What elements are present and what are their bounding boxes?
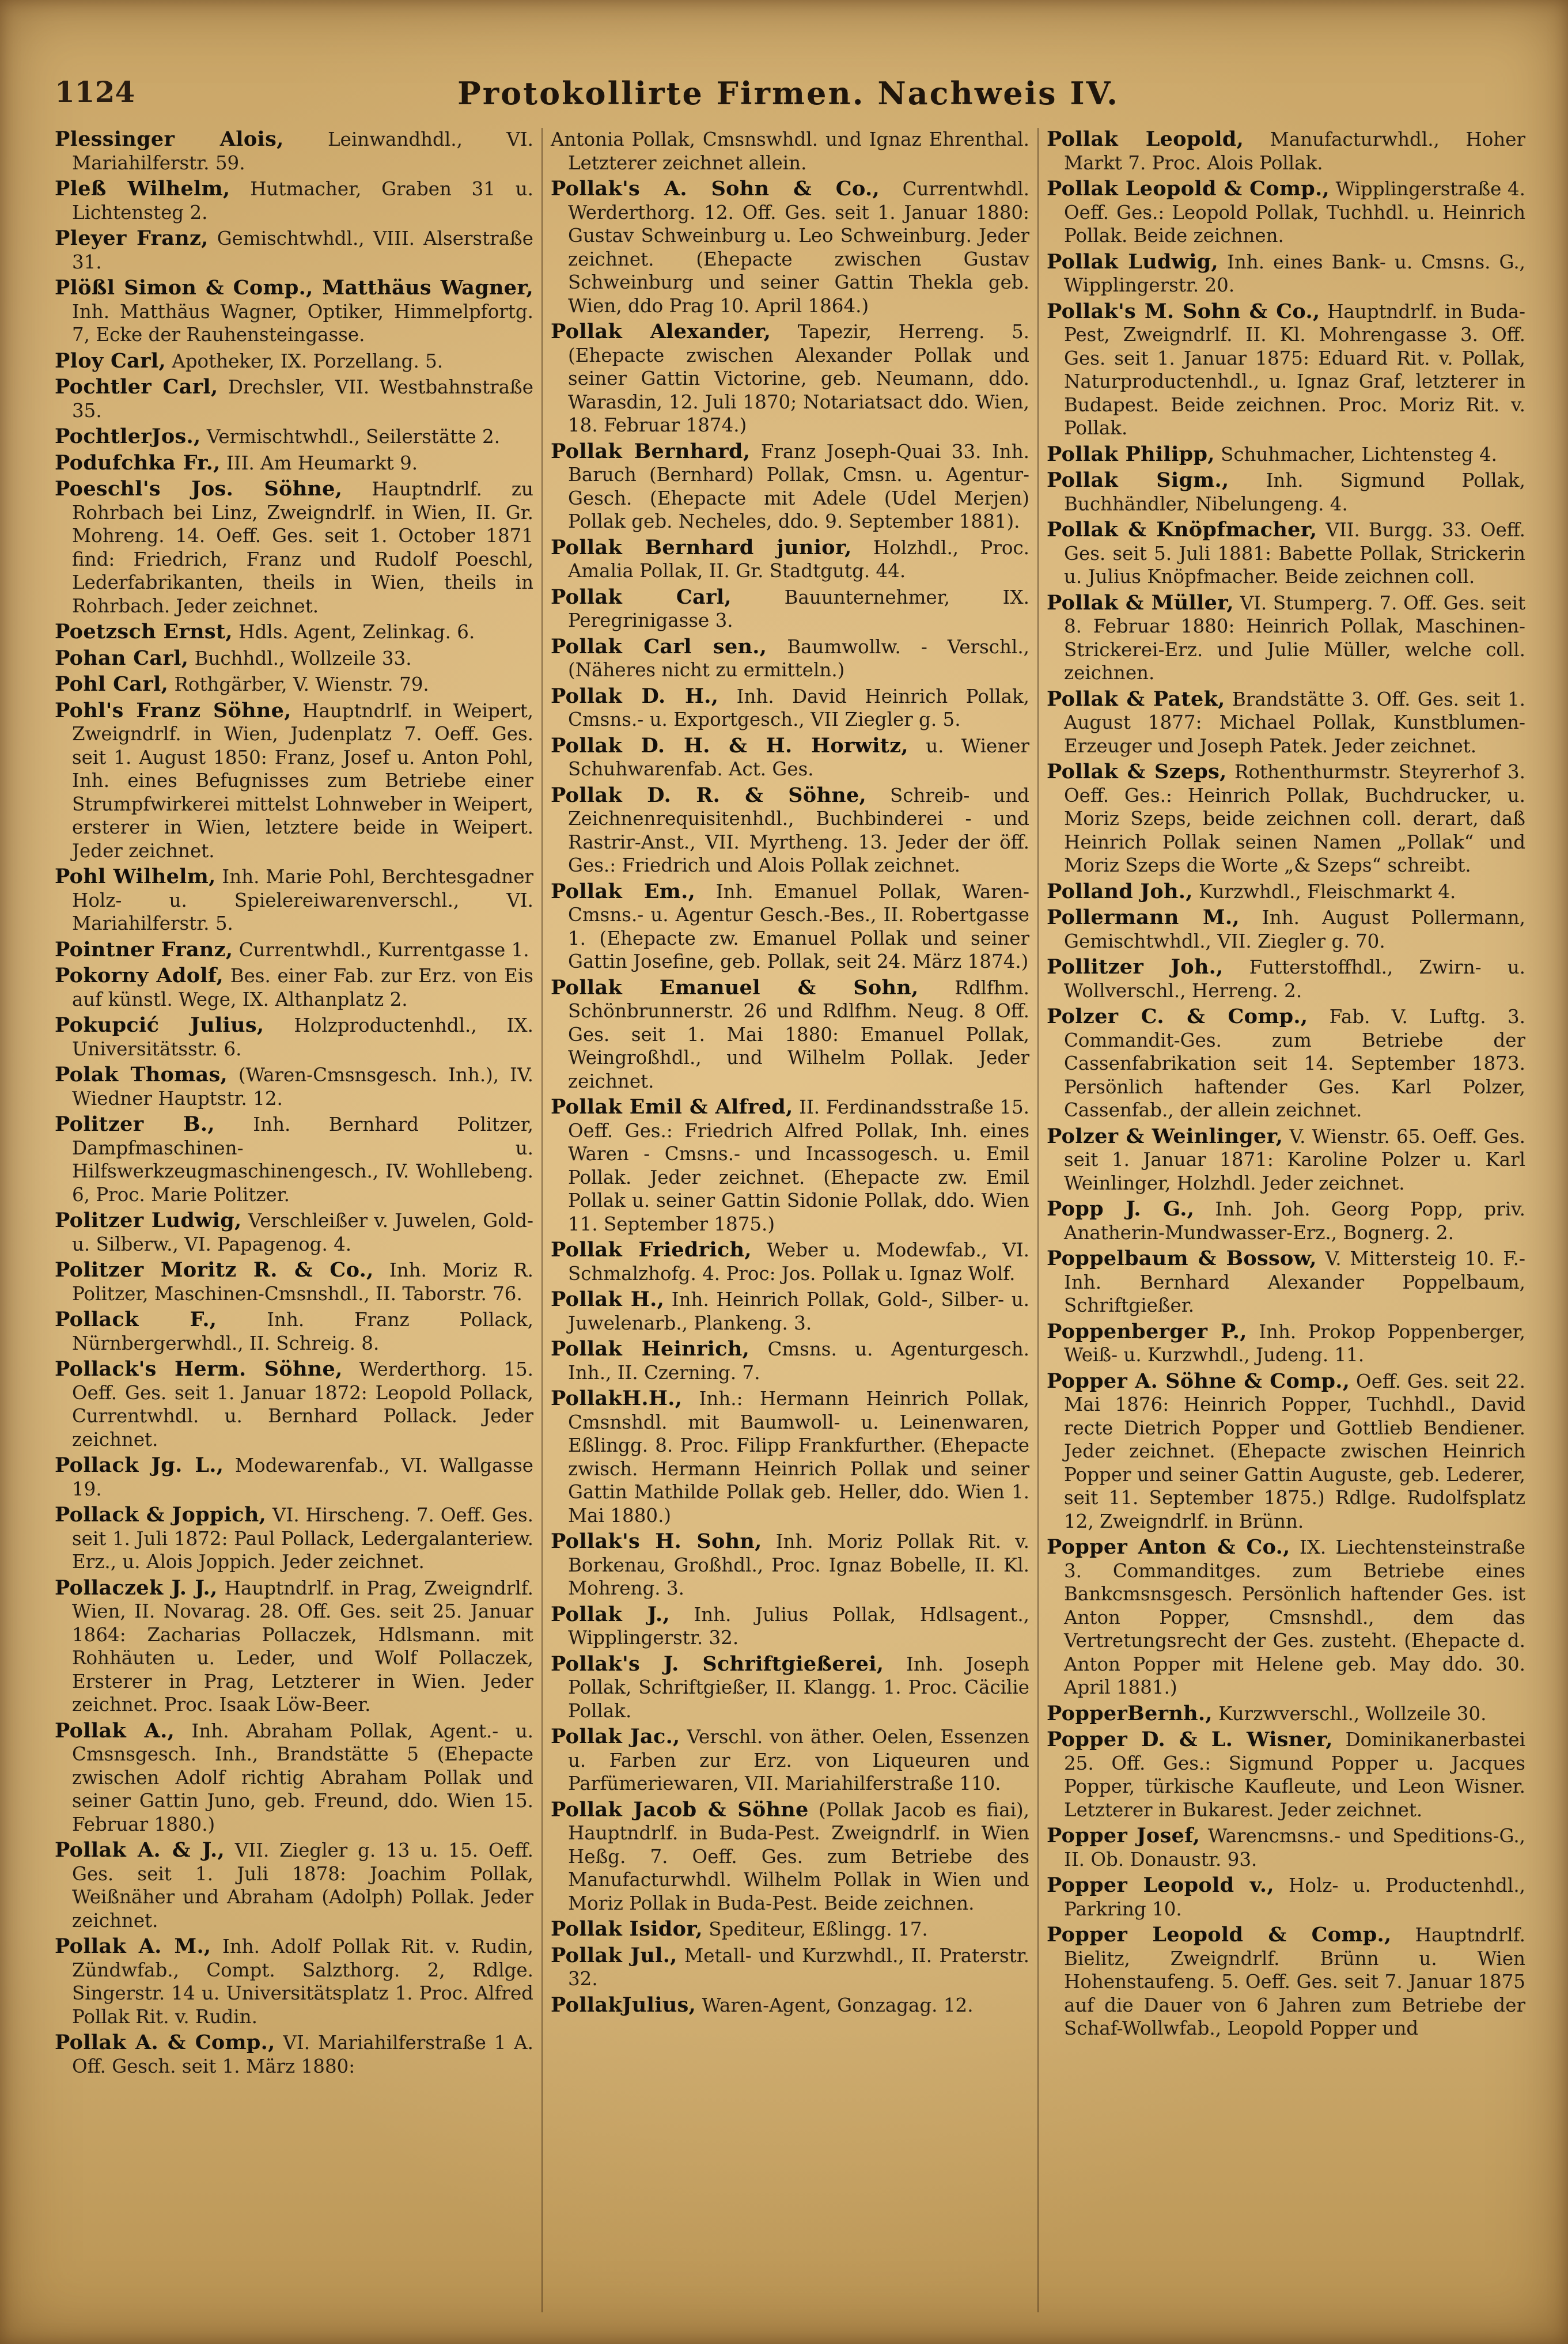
firm-details: Werderthorg. 15. Oeff. Ges. seit 1. Januar 1872: Leopold Pollack, Currentwhdl. u. Bernhard Pollack. Jeder zeichnet. [72, 1358, 533, 1451]
firm-name: PollakJulius, [551, 1993, 696, 2017]
firm-details: Rdlfhm. Schönbrunnerstr. 26 und Rdlfhm. Neug. 8 Off. Ges. seit 1. Mai 1880: Emanuel Pollak, Weingroßhdl., und Wilhelm Pollak. Jeder zeichnet. [568, 976, 1029, 1092]
firm-name: Pollak & Müller, [1047, 590, 1234, 615]
directory-entry [1047, 128, 1525, 175]
firm-name: Pollak Jac., [551, 1725, 680, 1748]
firm-details: Futterstoffhdl., Zwirn- u. Wollverschl., Herreng. 2. [1064, 956, 1525, 1002]
firm-name: Popper A. Söhne & Comp., [1047, 1369, 1350, 1393]
firm-details: Inh. Moriz Pollak Rit. v. Borkenau, Großhdl., Proc. Ignaz Bobelle, II. Kl. Mohreng. 3. [568, 1531, 1029, 1599]
directory-entry [55, 1259, 533, 1305]
page-header [55, 75, 1522, 121]
directory-entry [551, 1653, 1029, 1723]
directory-entry [1047, 1702, 1525, 1726]
firm-name: Pollak A. & Comp., [55, 2031, 275, 2054]
firm-name: Poetzsch Ernst, [55, 620, 233, 643]
firm-name: Pollak's J. Schriftgießerei, [551, 1652, 884, 1676]
directory-entry [551, 1096, 1029, 1236]
directory-entry [1047, 1320, 1525, 1367]
firm-name: Pollak Bernhard junior, [551, 535, 852, 559]
firm-details: III. Am Heumarkt 9. [226, 452, 418, 474]
firm-details: Hauptndrlf. zu Rohrbach bei Linz, Zweigndrlf. in Wien, II. Gr. Mohreng. 14. Oeff. Ges. seit 1. October 1871 find: Friedrich, Franz und Rudolf Poeschl, Lederfabrikanten, theils in Wien, theils in Rohrbach. Jeder zeichnet. [72, 478, 533, 617]
text-columns [55, 128, 1533, 2312]
firm-name: Pollak D. H. & H. Horwitz, [551, 733, 908, 758]
firm-details: Manufacturwhdl., Hoher Markt 7. Proc. Alois Pollak. [1064, 128, 1526, 174]
directory-entry [55, 1014, 533, 1061]
firm-details: Holz- u. Productenhdl., Parkring 10. [1064, 1875, 1525, 1920]
directory-entry [1047, 906, 1525, 953]
directory-entry [55, 1839, 533, 1932]
directory-entry [55, 1720, 533, 1836]
firm-name: Pollak Carl, [551, 585, 732, 609]
directory-entry [1047, 1005, 1525, 1122]
firm-name: Politzer Ludwig, [55, 1209, 242, 1232]
firm-details: Spediteur, Eßlingg. 17. [709, 1918, 928, 1940]
directory-entry [1047, 1536, 1525, 1699]
firm-details: IX. Liechtensteinstraße 3. Commanditges. zum Betriebe eines Bankcmsnsgesch. Persönlich haftender Ges. ist Anton Popper, Cmsnshdl., dem das Vertretungsrecht der Ges. zusteht. (Ehepacte d. Anton Popper mit Helene geb. May ddo. 30. April 1881.) [1064, 1536, 1525, 1698]
directory-entry [551, 536, 1029, 583]
directory-entry [551, 440, 1029, 533]
firm-name: Pollak D. H., [551, 684, 719, 708]
firm-details: Hauptndrlf. in Weipert, Zweigndrlf. in Wien, Judenplatz 7. Oeff. Ges. seit 1. August 1850: Franz, Josef u. Anton Pohl, Inh. eines Befugnisses zum Betriebe einer Strumpfwirkerei mittelst Lohnweber in Weipert, ersterer in Wien, letztere beide in Weipert. Jeder zeichnet. [72, 699, 533, 862]
firm-name: PochtlerJos., [55, 425, 201, 448]
firm-details: Inh. Heinrich Pollak, Gold-, Silber- u. Juwelenarb., Plankeng. 3. [568, 1289, 1029, 1334]
firm-name: Pollak Friedrich, [551, 1238, 752, 1262]
firm-name: Pollak Philipp, [1047, 442, 1215, 466]
firm-details: Currentwhdl., Kurrentgasse 1. [238, 938, 529, 961]
directory-entry [55, 865, 533, 936]
firm-name: Pleß Wilhelm, [55, 177, 230, 200]
firm-name: PollakH.H., [551, 1387, 683, 1410]
directory-entry [551, 1918, 1029, 1941]
directory-entry [551, 734, 1029, 781]
firm-details: Metall- und Kurzwhdl., II. Praterstr. 32. [568, 1944, 1029, 1990]
directory-entry [55, 699, 533, 863]
firm-name: Popper Anton & Co., [1047, 1535, 1290, 1559]
firm-name: Pollak Isidor, [551, 1917, 703, 1941]
firm-name: Pointner Franz, [55, 937, 233, 961]
directory-entry [551, 1239, 1029, 1285]
directory-entry [55, 1209, 533, 1256]
directory-entry [1047, 880, 1525, 904]
directory-entry [55, 620, 533, 644]
firm-details: Kurzwhdl., Fleischmarkt 4. [1199, 880, 1456, 903]
directory-entry [55, 1504, 533, 1574]
firm-details: Inh. Adolf Pollak Rit. v. Rudin, Zündwfab., Compt. Salzthorg. 2, Rdlge. Singerstr. 14 u. Universitätsplatz 1. Proc. Alfred Pollak Rit. v. Rudin. [72, 1936, 533, 2028]
firm-name: Pollak Emil & Alfred, [551, 1095, 793, 1119]
firm-name: Pollak Leopold & Comp., [1047, 177, 1330, 200]
directory-entry [55, 2031, 533, 2078]
directory-entry [551, 1994, 1029, 2017]
firm-details: Apotheker, IX. Porzellang. 5. [172, 350, 444, 372]
firm-name: Plessinger Alois, [55, 128, 284, 151]
page-number: 1124 [55, 75, 135, 109]
firm-name: Pollak Carl sen., [551, 634, 767, 658]
firm-name: Pollak D. R. & Söhne, [551, 783, 866, 807]
firm-name: Polzer C. & Comp., [1047, 1005, 1308, 1028]
firm-details: Inh. Prokop Poppenberger, Weiß- u. Kurzwhdl., Judeng. 11. [1064, 1320, 1525, 1366]
directory-entry [55, 376, 533, 422]
column-1 [55, 128, 541, 2312]
firm-details: VII. Burgg. 33. Oeff. Ges. seit 5. Juli 1881: Babette Pollak, Strickerin u. Julius Knöpfmacher. Beide zeichnen coll. [1064, 519, 1525, 588]
firm-details: Inh. Julius Pollak, Hdlsagent., Wipplingerstr. 32. [568, 1603, 1029, 1649]
firm-details: Hauptndrlf. in Buda-Pest, Zweigndrlf. II. Kl. Mohrengasse 3. Off. Ges. seit 1. Januar 1875: Eduard Rit. v. Pollak, Naturproductenhdl., u. Ignaz Graf, letzterer in Budapest. Beide zeichnen. Proc. Moriz Rit. v. Pollak. [1064, 300, 1525, 439]
directory-entry [1047, 1198, 1525, 1244]
firm-name: PopperBernh., [1047, 1701, 1213, 1725]
directory-entry [551, 1338, 1029, 1384]
firm-name: Pollak Jacob & Söhne [551, 1797, 809, 1822]
firm-details: V. Mittersteig 10. F.-Inh. Bernhard Alexander Poppelbaum, Schriftgießer. [1064, 1248, 1525, 1316]
directory-entry [1047, 251, 1525, 297]
firm-name: Podufchka Fr., [55, 450, 221, 475]
firm-details: Inh. David Heinrich Pollak, Cmsns.- u. Exportgesch., VII Ziegler g. 5. [568, 685, 1029, 730]
firm-name: Politzer Moritz R. & Co., [55, 1258, 374, 1282]
directory-entry [551, 1725, 1029, 1796]
directory-entry [55, 964, 533, 1011]
firm-name: Polzer & Weinlinger, [1047, 1124, 1283, 1148]
firm-name: Popper Josef, [1047, 1824, 1200, 1847]
firm-name: Politzer B., [55, 1112, 215, 1136]
firm-name: Pollak Em., [551, 879, 696, 903]
firm-details: Vermischtwhdl., Seilerstätte 2. [206, 426, 501, 448]
firm-name: Polland Joh., [1047, 879, 1193, 903]
firm-details: Bauunternehmer, IX. Peregrinigasse 3. [568, 586, 1029, 631]
firm-name: Pleyer Franz, [55, 226, 209, 250]
firm-details: Dominikanerbastei 25. Off. Ges.: Sigmund Popper u. Jacques Popper, türkische Kaufleute, und Leon Wisner. Letzterer in Bukarest. Jeder zeichnet. [1064, 1729, 1525, 1821]
firm-details: Inh. Franz Pollack, Nürnbergerwhdl., II. Schreig. 8. [72, 1309, 533, 1354]
firm-name: Pohl Wilhelm, [55, 865, 216, 888]
firm-details: Schreib- und Zeichnenrequisitenhdl., Buchbinderei - und Rastrir-Anst., VII. Myrtheng. 13. Jeder der öff. Ges.: Friedrich und Alois Pollak zeichnet. [568, 784, 1029, 876]
firm-details: Wipplingerstraße 4. Oeff. Ges.: Leopold Pollak, Tuchhdl. u. Heinrich Pollak. Beide zeichnen. [1064, 178, 1525, 247]
directory-entry [1047, 443, 1525, 467]
directory-entry [551, 1387, 1029, 1527]
firm-details: Rothenthurmstr. Steyrerhof 3. Oeff. Ges.: Heinrich Pollak, Buchdrucker, u. Moriz Szeps, beide zeichnen coll. derart, daß Heinrich Pollak seinen Namen „Pollak“ und Moriz Szeps die Worte „& Szeps“ schreibt. [1064, 761, 1525, 876]
firm-details: Hauptndrlf. Bielitz, Zweigndrlf. Brünn u. Wien Hohenstaufeng. 5. Oeff. Ges. seit 7. Januar 1875 auf die Dauer von 6 Jahren zum Betriebe der Schaf-Wollwfab., Leopold Popper und [1064, 1924, 1525, 2039]
firm-details: Weber u. Modewfab., VI. Schmalzhofg. 4. Proc: Jos. Pollak u. Ignaz Wolf. [568, 1239, 1029, 1285]
directory-entry [1047, 760, 1525, 877]
firm-name: Popper D. & L. Wisner, [1047, 1728, 1333, 1751]
firm-name: Pohan Carl, [55, 646, 189, 670]
firm-name: Poppenberger P., [1047, 1319, 1247, 1343]
firm-name: Pokorny Adolf, [55, 964, 224, 987]
firm-name: Pollak Emanuel & Sohn, [551, 975, 919, 999]
firm-name: Pollak & Szeps, [1047, 760, 1227, 783]
firm-name: Pollack's Herm. Söhne, [55, 1357, 343, 1381]
firm-name: Poeschl's Jos. Söhne, [55, 477, 343, 501]
directory-entry [551, 685, 1029, 732]
firm-name: Pollak's M. Sohn & Co., [1047, 299, 1320, 323]
directory-entry [1047, 177, 1525, 248]
firm-details: Inh. Emanuel Pollak, Waren-Cmsns.- u. Agentur Gesch.-Bes., II. Robertgasse 1. (Ehepacte zw. Emanuel Pollak und seiner Gattin Josefine, geb. Pollak, seit 24. März 1874.) [568, 880, 1029, 972]
firm-details: Oeff. Ges. seit 22. Mai 1876: Heinrich Popper, Tuchhdl., David recte Dietrich Popper und Gottlieb Bendiener. Jeder zeichnet. (Ehepacte zwischen Heinrich Popper und seiner Gattin Auguste, geb. Lederer, seit 11. September 1875.) Rdlge. Rudolfsplatz 12, Zweigndrlf. in Brünn. [1064, 1370, 1525, 1532]
firm-details: Waren-Agent, Gonzagag. 12. [702, 1994, 974, 2016]
firm-name: Popper Leopold & Comp., [1047, 1923, 1392, 1947]
directory-entry [55, 478, 533, 618]
directory-entry [1047, 956, 1525, 1002]
firm-details: Inh. Moriz R. Politzer, Maschinen-Cmsnshdl., II. Taborstr. 76. [72, 1259, 533, 1305]
firm-details: V. Wienstr. 65. Oeff. Ges. seit 1. Januar 1871: Karoline Polzer u. Karl Weinlinger, Holzhdl. Jeder zeichnet. [1064, 1125, 1525, 1194]
directory-entry [551, 976, 1029, 1093]
firm-name: Pollitzer Joh., [1047, 955, 1224, 979]
directory-entry [55, 227, 533, 274]
firm-details: Fab. V. Luftg. 3. Commandit-Ges. zum Betriebe der Cassenfabrikation seit 14. September 1873. Persönlich haftender Ges. Karl Polzer, Cassenfab., der allein zeichnet. [1064, 1006, 1525, 1121]
firm-details: Inh. August Pollermann, Gemischtwhdl., VII. Ziegler g. 70. [1064, 907, 1525, 952]
firm-details: (Waren-Cmsnsgesch. Inh.), IV. Wiedner Hauptstr. 12. [72, 1064, 533, 1109]
directory-entry [1047, 1125, 1525, 1195]
firm-name: Ploy Carl, [55, 349, 166, 373]
column-2 [541, 128, 1037, 2312]
directory-entry [55, 1358, 533, 1451]
directory-entry [551, 128, 1029, 175]
firm-details: Verschl. von äther. Oelen, Essenzen u. Farben zur Erz. von Liqueuren und Parfümeriewaren, VII. Mariahilferstraße 110. [568, 1726, 1029, 1794]
firm-name: Pollack Jg. L., [55, 1453, 224, 1477]
firm-details: Warencmsns.- und Speditions-G., II. Ob. Donaustr. 93. [1064, 1825, 1525, 1870]
directory-entry [1047, 1370, 1525, 1533]
firm-name: Pohl's Franz Söhne, [55, 698, 291, 722]
firm-name: Pohl Carl, [55, 672, 169, 696]
firm-name: Pollak Ludwig, [1047, 249, 1218, 274]
directory-entry [1047, 592, 1525, 685]
directory-entry [1047, 1247, 1525, 1317]
firm-details: Baumwollw. - Verschl., (Näheres nicht zu ermitteln.) [568, 635, 1029, 681]
firm-details: Holzproductenhdl., IX. Universitätsstr. 6. [72, 1014, 533, 1060]
firm-name: Pollak Heinrich, [551, 1337, 750, 1361]
firm-details: Inh. Joh. Georg Popp, priv. Anatherin-Mundwasser-Erz., Bognerg. 2. [1064, 1198, 1525, 1244]
firm-details: II. Ferdinandsstraße 15. Oeff. Ges.: Friedrich Alfred Pollak, Inh. eines Waren - Cmsns.- und Incassogesch. u. Emil Pollak. Jeder zeichnet. (Ehepacte zw. Emil Pollak u. seiner Gattin Sidonie Pollak, ddo. Wien 11. September 1875.) [568, 1096, 1029, 1235]
firm-details: VI. Hirscheng. 7. Oeff. Ges. seit 1. Juli 1872: Paul Pollack, Ledergalanteriew. Erz., u. Alois Joppich. Jeder zeichnet. [72, 1504, 533, 1573]
directory-entry [55, 673, 533, 696]
directory-entry [55, 1063, 533, 1110]
directory-entry [551, 320, 1029, 437]
directory-entry [55, 938, 533, 962]
directory-entry [551, 586, 1029, 633]
directory-entry [551, 1288, 1029, 1335]
firm-details: VI. Mariahilferstraße 1 A. Off. Gesch. seit 1. März 1880: [72, 2032, 533, 2077]
firm-details: Cmsns. u. Agenturgesch. Inh., II. Czerning. 7. [568, 1338, 1029, 1384]
firm-name: Plößl Simon & Comp., Matthäus Wagner, [55, 276, 533, 300]
firm-details: Drechsler, VII. Westbahnstraße 35. [72, 376, 533, 422]
firm-details: Inh. Marie Pohl, Berchtesgadner Holz- u. Spielereiwarenverschl., VI. Mariahilferstr. 5. [72, 866, 533, 934]
directory-entry [551, 784, 1029, 877]
directory-entry [551, 635, 1029, 682]
firm-details: Inh. Abraham Pollak, Agent.- u. Cmsnsgesch. Inh., Brandstätte 5 (Ehepacte zwischen Adolf richtig Abraham Pollak und seiner Gattin Juno, geb. Freund, ddo. Wien 15. Februar 1880.) [72, 1720, 533, 1835]
firm-name: Pollack F., [55, 1308, 217, 1331]
directory-entry [1047, 300, 1525, 440]
firm-details: Antonia Pollak, Cmsnswhdl. und Ignaz Ehrenthal. Letzterer zeichnet allein. [551, 128, 1029, 174]
directory-entry [551, 1798, 1029, 1915]
directory-entry [1047, 469, 1525, 516]
firm-name: Pollak A. & J., [55, 1838, 225, 1862]
firm-details: Brandstätte 3. Off. Ges. seit 1. August 1877: Michael Pollak, Kunstblumen-Erzeuger und Joseph Patek. Jeder zeichnet. [1064, 688, 1525, 757]
directory-entry [1047, 518, 1525, 589]
firm-details: Leinwandhdl., VI. Mariahilferstr. 59. [72, 128, 533, 174]
firm-details: Gemischtwhdl., VIII. Alserstraße 31. [72, 228, 533, 273]
firm-name: Popper Leopold v., [1047, 1873, 1274, 1897]
firm-name: Pollak Sigm., [1047, 468, 1229, 492]
firm-details: Tapezir, Herreng. 5. (Ehepacte zwischen Alexander Pollak und seiner Gattin Victorine, geb. Neumann, ddo. Warasdin, 12. Juli 1870; Notariatsact ddo. Wien, 18. Februar 1874.) [568, 321, 1029, 436]
directory-entry [1047, 1824, 1525, 1871]
firm-details: Currentwhdl. Werderthorg. 12. Off. Ges. seit 1. Januar 1880: Gustav Schweinburg u. Leo Schweinburg. Jeder zeichnet. (Ehepacte zwischen Gustav Schweinburg und seiner Gattin Thekla geb. Wien, ddo Prag 10. April 1864.) [568, 178, 1029, 317]
directory-entry [55, 1308, 533, 1355]
firm-details: Inh. eines Bank- u. Cmsns. G., Wipplingerstr. 20. [1064, 251, 1525, 296]
firm-name: Pochtler Carl, [55, 375, 218, 399]
firm-name: Pokupcić Julius, [55, 1013, 264, 1037]
column-3 [1037, 128, 1533, 2312]
directory-entry [551, 1944, 1029, 1991]
directory-entry [1047, 1728, 1525, 1822]
directory-entry [55, 647, 533, 671]
firm-name: Pollack & Joppich, [55, 1503, 267, 1527]
directory-entry [55, 350, 533, 373]
firm-details: Hdls. Agent, Zelinkag. 6. [238, 621, 475, 643]
directory-entry [55, 177, 533, 224]
firm-name: Pollak A. M., [55, 1934, 211, 1958]
firm-details: Hutmacher, Graben 31 u. Lichtensteg 2. [72, 178, 533, 224]
firm-details: VII. Ziegler g. 13 u. 15. Oeff. Ges. seit 1. Juli 1878: Joachim Pollak, Weißnäher und Abraham (Adolph) Pollak. Jeder zeichnet. [72, 1839, 534, 1932]
directory-entry [55, 1935, 533, 2028]
directory-entry [55, 425, 533, 449]
directory-entry [551, 177, 1029, 317]
directory-entry [551, 1603, 1029, 1650]
firm-details: Inh. Joseph Pollak, Schriftgießer, II. Klangg. 1. Proc. Cäcilie Pollak. [568, 1653, 1029, 1722]
firm-details: Schuhmacher, Lichtensteg 4. [1221, 443, 1497, 465]
firm-details: Holzhdl., Proc. Amalia Pollak, II. Gr. Stadtgutg. 44. [568, 536, 1029, 582]
firm-name: Pollak A., [55, 1718, 175, 1743]
firm-name: Pollak Alexander, [551, 320, 771, 343]
firm-name: Pollak & Patek, [1047, 687, 1225, 711]
directory-entry [551, 880, 1029, 974]
directory-entry [1047, 1874, 1525, 1921]
firm-details: Inh. Matthäus Wagner, Optiker, Himmelpfortg. 7, Ecke der Rauhensteingasse. [72, 300, 533, 346]
firm-name: Pollermann M., [1047, 906, 1240, 929]
running-title: Protokollirte Firmen. Nachweis IV. [457, 75, 1119, 112]
directory-entry [551, 1530, 1029, 1600]
directory-entry [55, 452, 533, 475]
directory-entry [55, 277, 533, 347]
directory-entry [55, 128, 533, 175]
firm-details: Rothgärber, V. Wienstr. 79. [174, 673, 429, 695]
directory-entry [1047, 1923, 1525, 2040]
firm-details: Kurzwverschl., Wollzeile 30. [1218, 1702, 1487, 1725]
firm-details: VI. Stumperg. 7. Off. Ges. seit 8. Februar 1880: Heinrich Pollak, Maschinen-Strickerei-Erz. und Julie Müller, welche coll. zeichnen. [1064, 592, 1526, 684]
firm-details: Verschleißer v. Juwelen, Gold- u. Silberw., VI. Papagenog. 4. [72, 1210, 533, 1255]
firm-name: Pollak Leopold, [1047, 128, 1244, 151]
firm-name: Pollak Bernhard, [551, 439, 751, 463]
firm-name: Poppelbaum & Bossow, [1047, 1247, 1317, 1270]
directory-entry [55, 1577, 533, 1717]
firm-name: Pollak H., [551, 1288, 665, 1311]
firm-details: u. Wiener Schuhwarenfab. Act. Ges. [568, 734, 1029, 780]
firm-details: Buchhdl., Wollzeile 33. [194, 647, 412, 669]
firm-details: Hauptndrlf. in Prag, Zweigndrlf. Wien, II. Novarag. 28. Off. Ges. seit 25. Januar 1864: Zacharias Pollaczek, Hdlsmann. mit Rohhäuten u. Leder, und Wolf Pollaczek, Ersterer in Prag, Letzterer in Wien. Jeder zeichnet. Proc. Isaak Löw-Beer. [72, 1577, 533, 1716]
firm-details: Inh.: Hermann Heinrich Pollak, Cmsnshdl. mit Baumwoll- u. Leinenwaren, Eßlingg. 8. Proc. Filipp Frankfurther. (Ehepacte zwisch. Hermann Heinrich Pollak und seiner Gattin Mathilde Pollak geb. Heller, ddo. Wien 1. Mai 1880.) [568, 1388, 1029, 1527]
firm-details: Inh. Bernhard Politzer, Dampfmaschinen- u. Hilfswerkzeugmaschinengesch., IV. Wohllebeng. 6, Proc. Marie Politzer. [72, 1114, 533, 1206]
firm-name: Pollaczek J. J., [55, 1576, 218, 1600]
firm-name: Pollak's A. Sohn & Co., [551, 177, 880, 200]
firm-name: Popp J. G., [1047, 1197, 1195, 1221]
firm-details: Franz Joseph-Quai 33. Inh. Baruch (Bernhard) Pollak, Cmsn. u. Agentur-Gesch. (Ehepacte mit Adele (Udel Merjen) Pollak geb. Necheles, ddo. 9. September 1881). [568, 440, 1029, 532]
directory-entry [1047, 688, 1525, 758]
firm-name: Polak Thomas, [55, 1063, 228, 1086]
firm-details: (Pollak Jacob es fiai), Hauptndrlf. in Buda-Pest. Zweigndrlf. in Wien Heßg. 7. Oeff. Ges. zum Betriebe des Manufacturwhdl. Wilhelm Pollak in Wien und Moriz Pollak in Buda-Pest. Beide zeichnen. [568, 1798, 1029, 1914]
directory-entry [55, 1113, 533, 1206]
firm-name: Pollak's H. Sohn, [551, 1529, 762, 1553]
firm-name: Pollak & Knöpfmacher, [1047, 518, 1317, 541]
firm-details: Bes. einer Fab. zur Erz. von Eis auf künstl. Wege, IX. Althanplatz 2. [72, 965, 533, 1010]
firm-details: Inh. Sigmund Pollak, Buchhändler, Nibelungeng. 4. [1064, 469, 1525, 515]
firm-details: Modewarenfab., VI. Wallgasse 19. [72, 1455, 533, 1500]
firm-name: Pollak J., [551, 1602, 670, 1626]
directory-entry [55, 1454, 533, 1501]
firm-name: Pollak Jul., [551, 1943, 677, 1967]
